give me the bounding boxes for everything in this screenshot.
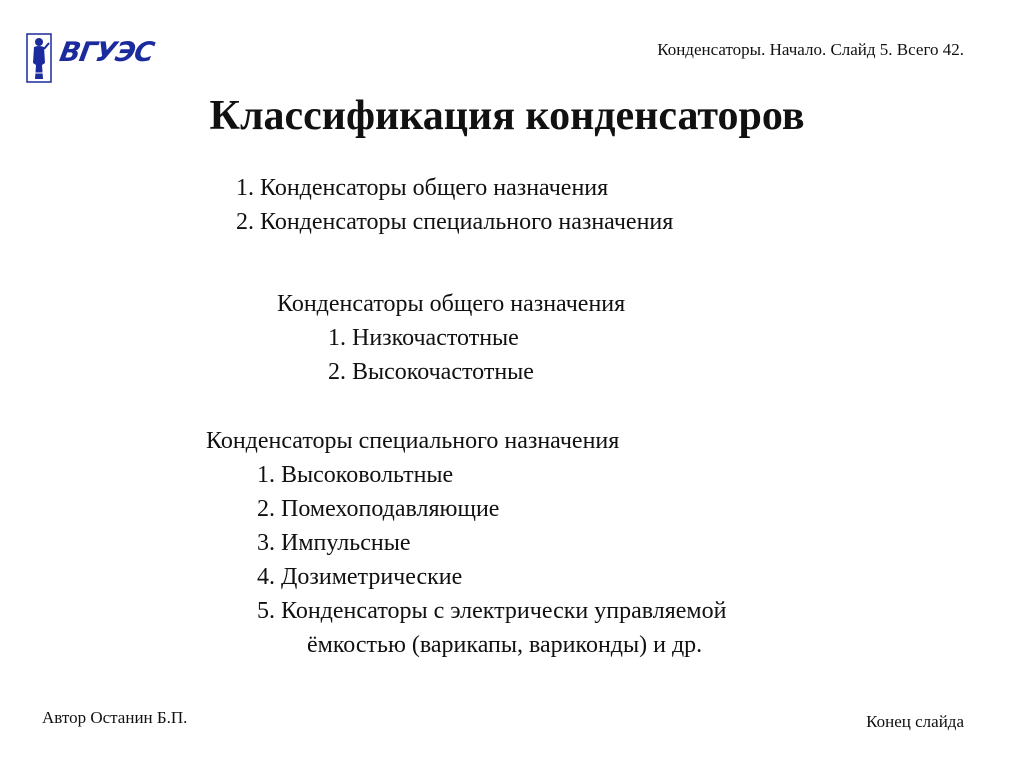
- special-purpose-list: [257, 458, 726, 628]
- general-purpose-list: [328, 321, 534, 389]
- logo-figure-icon: [26, 33, 52, 83]
- author-label: Автор Останин Б.П.: [42, 708, 188, 727]
- list-item: 1. Конденсаторы общего назначения: [236, 175, 609, 201]
- page-title: Классификация конденсаторов: [209, 93, 805, 139]
- special-purpose-heading: Конденсаторы специального назначения: [206, 428, 620, 454]
- list-item: 2. Помехоподавляющие: [257, 496, 500, 522]
- list-item: 3. Импульсные: [257, 530, 411, 556]
- university-logo: [24, 33, 156, 85]
- list-item: 2. Высокочастотные: [328, 359, 534, 385]
- list-item-continuation: ёмкостью (варикапы, вариконды) и др.: [307, 632, 703, 658]
- classification-list: [236, 171, 673, 239]
- list-item: 1. Низкочастотные: [328, 325, 519, 351]
- list-item: 1. Высоковольтные: [257, 462, 454, 488]
- slide-info: Конденсаторы. Начало. Слайд 5. Всего 42.: [657, 40, 964, 59]
- general-purpose-heading: Конденсаторы общего назначения: [277, 291, 626, 317]
- list-item: 4. Дозиметрические: [257, 564, 463, 590]
- end-slide-link[interactable]: Конец слайда: [866, 712, 964, 731]
- list-item: 2. Конденсаторы специального назначения: [236, 209, 674, 235]
- logo-text: ВГУЭС: [57, 37, 156, 68]
- list-item: 5. Конденсаторы с электрически управляемой: [257, 598, 727, 624]
